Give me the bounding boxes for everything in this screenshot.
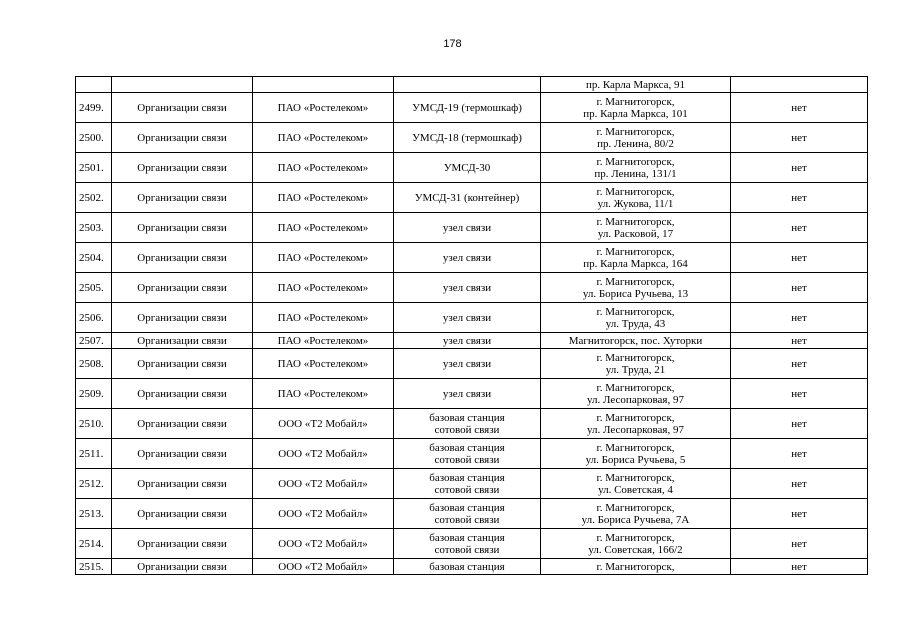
address-cell bbox=[541, 153, 731, 183]
object-type-line: базовая станция bbox=[429, 560, 505, 573]
category-cell: Организации связи bbox=[112, 273, 253, 303]
address-line: ул. Бориса Ручьева, 7А bbox=[581, 513, 690, 526]
category-cell: Организации связи bbox=[112, 303, 253, 333]
registry-table-body bbox=[76, 77, 868, 575]
object-type-cell bbox=[394, 409, 541, 439]
object-type-cell bbox=[394, 153, 541, 183]
organization-cell: ПАО «Ростелеком» bbox=[253, 213, 394, 243]
object-type-line: узел связи bbox=[442, 281, 492, 294]
category-cell: Организации связи bbox=[112, 213, 253, 243]
address-line: ул. Жукова, 11/1 bbox=[597, 197, 674, 210]
category-cell: Организации связи bbox=[112, 333, 253, 349]
address-cell bbox=[541, 349, 731, 379]
object-type-line: базовая станция bbox=[429, 531, 505, 544]
object-type-line: узел связи bbox=[442, 251, 492, 264]
address-line: ул. Труда, 21 bbox=[605, 363, 666, 376]
object-type-line: базовая станция bbox=[429, 411, 505, 424]
category-cell: Организации связи bbox=[112, 409, 253, 439]
address-line: ул. Труда, 43 bbox=[605, 317, 666, 330]
organization-cell: ООО «Т2 Мобайл» bbox=[253, 499, 394, 529]
object-type-line: сотовой связи bbox=[434, 513, 500, 526]
table-row bbox=[76, 93, 868, 123]
row-number-cell: 2504. bbox=[76, 243, 112, 273]
table-row bbox=[76, 273, 868, 303]
address-cell bbox=[541, 213, 731, 243]
presence-flag-cell: нет bbox=[731, 469, 868, 499]
address-line: ул. Бориса Ручьева, 13 bbox=[582, 287, 689, 300]
object-type-line: базовая станция bbox=[429, 441, 505, 454]
row-number-cell: 2500. bbox=[76, 123, 112, 153]
object-type-cell bbox=[394, 349, 541, 379]
address-cell bbox=[541, 183, 731, 213]
address-line: г. Магнитогорск, bbox=[596, 215, 675, 228]
object-type-line: сотовой связи bbox=[434, 423, 500, 436]
object-type-line: УМСД-19 (термошкаф) bbox=[412, 101, 522, 114]
object-type-cell bbox=[394, 499, 541, 529]
table-row bbox=[76, 499, 868, 529]
object-type-cell bbox=[394, 559, 541, 575]
address-line: ул. Бориса Ручьева, 5 bbox=[585, 453, 686, 466]
table-row bbox=[76, 409, 868, 439]
object-type-cell bbox=[394, 469, 541, 499]
presence-flag-cell: нет bbox=[731, 183, 868, 213]
registry-table bbox=[75, 76, 868, 575]
address-line: ул. Лесопарковая, 97 bbox=[587, 393, 684, 406]
presence-flag-cell: нет bbox=[731, 499, 868, 529]
address-line: ул. Советская, 4 bbox=[598, 483, 673, 496]
address-line: г. Магнитогорск, bbox=[596, 411, 675, 424]
organization-cell: ООО «Т2 Мобайл» bbox=[253, 559, 394, 575]
object-type-cell bbox=[394, 123, 541, 153]
address-line: г. Магнитогорск, bbox=[596, 471, 675, 484]
address-line: г. Магнитогорск, bbox=[596, 155, 675, 168]
table-row bbox=[76, 77, 868, 93]
object-type-line: базовая станция bbox=[429, 471, 505, 484]
row-number-cell: 2503. bbox=[76, 213, 112, 243]
object-type-line: сотовой связи bbox=[434, 453, 500, 466]
address-line: г. Магнитогорск, bbox=[596, 560, 675, 573]
organization-cell: ПАО «Ростелеком» bbox=[253, 243, 394, 273]
address-line: г. Магнитогорск, bbox=[596, 125, 675, 138]
object-type-line: узел связи bbox=[442, 357, 492, 370]
object-type-cell bbox=[394, 77, 541, 93]
category-cell: Организации связи bbox=[112, 183, 253, 213]
table-row bbox=[76, 559, 868, 575]
presence-flag-cell: нет bbox=[731, 439, 868, 469]
address-line: пр. Карла Маркса, 101 bbox=[583, 107, 688, 120]
category-cell: Организации связи bbox=[112, 123, 253, 153]
address-cell bbox=[541, 469, 731, 499]
presence-flag-cell: нет bbox=[731, 123, 868, 153]
table-row bbox=[76, 439, 868, 469]
object-type-line: сотовой связи bbox=[434, 483, 500, 496]
object-type-line: УМСД-31 (контейнер) bbox=[414, 191, 520, 204]
presence-flag-cell bbox=[731, 77, 868, 93]
address-line: пр. Ленина, 80/2 bbox=[597, 137, 674, 150]
object-type-line: УМСД-30 bbox=[443, 161, 491, 174]
object-type-line: узел связи bbox=[442, 387, 492, 400]
row-number-cell: 2501. bbox=[76, 153, 112, 183]
address-line: ул. Советская, 166/2 bbox=[588, 543, 683, 556]
presence-flag-cell: нет bbox=[731, 153, 868, 183]
address-line: пр. Ленина, 131/1 bbox=[594, 167, 677, 180]
row-number-cell: 2507. bbox=[76, 333, 112, 349]
address-cell bbox=[541, 409, 731, 439]
address-cell bbox=[541, 499, 731, 529]
address-cell bbox=[541, 123, 731, 153]
object-type-cell bbox=[394, 243, 541, 273]
address-line: г. Магнитогорск, bbox=[596, 501, 675, 514]
category-cell: Организации связи bbox=[112, 469, 253, 499]
category-cell: Организации связи bbox=[112, 379, 253, 409]
organization-cell: ПАО «Ростелеком» bbox=[253, 123, 394, 153]
organization-cell: ООО «Т2 Мобайл» bbox=[253, 439, 394, 469]
row-number-cell bbox=[76, 77, 112, 93]
presence-flag-cell: нет bbox=[731, 303, 868, 333]
object-type-cell bbox=[394, 93, 541, 123]
organization-cell: ПАО «Ростелеком» bbox=[253, 333, 394, 349]
organization-cell: ПАО «Ростелеком» bbox=[253, 303, 394, 333]
address-cell bbox=[541, 559, 731, 575]
category-cell: Организации связи bbox=[112, 559, 253, 575]
table-row bbox=[76, 303, 868, 333]
object-type-line: узел связи bbox=[442, 221, 492, 234]
category-cell: Организации связи bbox=[112, 93, 253, 123]
presence-flag-cell: нет bbox=[731, 93, 868, 123]
organization-cell: ООО «Т2 Мобайл» bbox=[253, 469, 394, 499]
address-cell bbox=[541, 379, 731, 409]
row-number-cell: 2506. bbox=[76, 303, 112, 333]
presence-flag-cell: нет bbox=[731, 243, 868, 273]
object-type-line: сотовой связи bbox=[434, 543, 500, 556]
organization-cell: ПАО «Ростелеком» bbox=[253, 153, 394, 183]
organization-cell: ПАО «Ростелеком» bbox=[253, 379, 394, 409]
row-number-cell: 2510. bbox=[76, 409, 112, 439]
presence-flag-cell: нет bbox=[731, 213, 868, 243]
organization-cell: ПАО «Ростелеком» bbox=[253, 183, 394, 213]
object-type-cell bbox=[394, 303, 541, 333]
table-row bbox=[76, 213, 868, 243]
address-line: ул. Расковой, 17 bbox=[597, 227, 674, 240]
presence-flag-cell: нет bbox=[731, 273, 868, 303]
object-type-cell bbox=[394, 529, 541, 559]
address-line: г. Магнитогорск, bbox=[596, 185, 675, 198]
organization-cell: ООО «Т2 Мобайл» bbox=[253, 409, 394, 439]
row-number-cell: 2511. bbox=[76, 439, 112, 469]
table-row bbox=[76, 183, 868, 213]
presence-flag-cell: нет bbox=[731, 333, 868, 349]
object-type-cell bbox=[394, 273, 541, 303]
object-type-line: узел связи bbox=[442, 334, 492, 347]
row-number-cell: 2509. bbox=[76, 379, 112, 409]
row-number-cell: 2502. bbox=[76, 183, 112, 213]
category-cell: Организации связи bbox=[112, 529, 253, 559]
category-cell: Организации связи bbox=[112, 243, 253, 273]
row-number-cell: 2508. bbox=[76, 349, 112, 379]
row-number-cell: 2505. bbox=[76, 273, 112, 303]
address-line: г. Магнитогорск, bbox=[596, 531, 675, 544]
address-line: г. Магнитогорск, bbox=[596, 381, 675, 394]
row-number-cell: 2515. bbox=[76, 559, 112, 575]
object-type-line: базовая станция bbox=[429, 501, 505, 514]
organization-cell: ПАО «Ростелеком» bbox=[253, 273, 394, 303]
table-row bbox=[76, 379, 868, 409]
row-number-cell: 2513. bbox=[76, 499, 112, 529]
category-cell: Организации связи bbox=[112, 153, 253, 183]
table-row bbox=[76, 469, 868, 499]
table-row bbox=[76, 333, 868, 349]
object-type-cell bbox=[394, 213, 541, 243]
presence-flag-cell: нет bbox=[731, 559, 868, 575]
table-row bbox=[76, 529, 868, 559]
address-line: Магнитогорск, пос. Хуторки bbox=[568, 334, 703, 347]
address-cell bbox=[541, 77, 731, 93]
address-line: г. Магнитогорск, bbox=[596, 351, 675, 364]
object-type-cell bbox=[394, 333, 541, 349]
address-line: пр. Карла Маркса, 91 bbox=[585, 78, 686, 91]
address-cell bbox=[541, 303, 731, 333]
address-cell bbox=[541, 273, 731, 303]
address-line: г. Магнитогорск, bbox=[596, 305, 675, 318]
row-number-cell: 2512. bbox=[76, 469, 112, 499]
row-number-cell: 2499. bbox=[76, 93, 112, 123]
category-cell bbox=[112, 77, 253, 93]
address-line: ул. Лесопарковая, 97 bbox=[587, 423, 684, 436]
address-line: г. Магнитогорск, bbox=[596, 441, 675, 454]
presence-flag-cell: нет bbox=[731, 409, 868, 439]
row-number-cell: 2514. bbox=[76, 529, 112, 559]
organization-cell: ПАО «Ростелеком» bbox=[253, 349, 394, 379]
table-row bbox=[76, 243, 868, 273]
address-cell bbox=[541, 243, 731, 273]
address-cell bbox=[541, 333, 731, 349]
address-line: г. Магнитогорск, bbox=[596, 245, 675, 258]
presence-flag-cell: нет bbox=[731, 529, 868, 559]
address-cell bbox=[541, 93, 731, 123]
object-type-line: узел связи bbox=[442, 311, 492, 324]
object-type-cell bbox=[394, 183, 541, 213]
table-row bbox=[76, 349, 868, 379]
page-number: 178 bbox=[443, 38, 462, 50]
category-cell: Организации связи bbox=[112, 349, 253, 379]
category-cell: Организации связи bbox=[112, 439, 253, 469]
address-cell bbox=[541, 529, 731, 559]
presence-flag-cell: нет bbox=[731, 379, 868, 409]
address-cell bbox=[541, 439, 731, 469]
organization-cell: ПАО «Ростелеком» bbox=[253, 93, 394, 123]
object-type-cell bbox=[394, 379, 541, 409]
address-line: г. Магнитогорск, bbox=[596, 95, 675, 108]
organization-cell bbox=[253, 77, 394, 93]
category-cell: Организации связи bbox=[112, 499, 253, 529]
address-line: пр. Карла Маркса, 164 bbox=[583, 257, 688, 270]
address-line: г. Магнитогорск, bbox=[596, 275, 675, 288]
object-type-cell bbox=[394, 439, 541, 469]
table-row bbox=[76, 153, 868, 183]
presence-flag-cell: нет bbox=[731, 349, 868, 379]
table-row bbox=[76, 123, 868, 153]
object-type-line: УМСД-18 (термошкаф) bbox=[412, 131, 522, 144]
organization-cell: ООО «Т2 Мобайл» bbox=[253, 529, 394, 559]
